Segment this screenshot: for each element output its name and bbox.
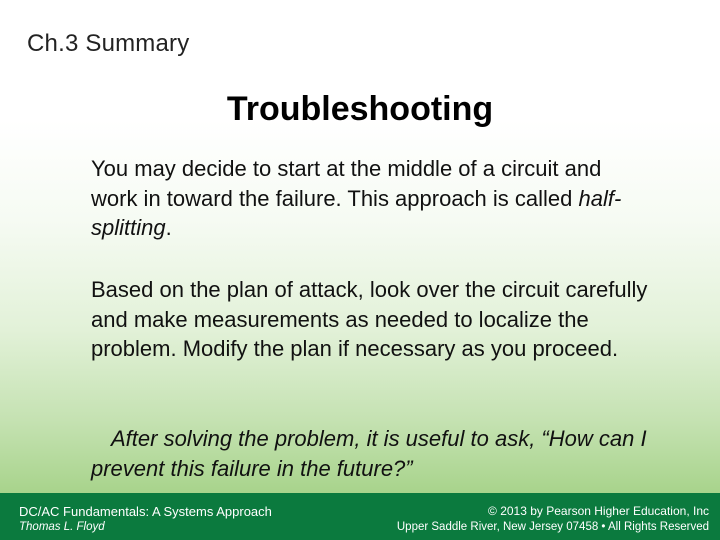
paragraph-prevention-question: After solving the problem, it is useful to ask, “How can I prevent this failure in the future?” [91,426,647,481]
footer-bar [0,493,720,540]
paragraph-half-splitting [91,154,651,243]
paragraph-text: You may decide to start at the middle of a circuit and work in toward the failure. This approach is called [91,156,602,211]
footer-address: Upper Saddle River, New Jersey 07458 • All Rights Reserved [396,521,709,533]
chapter-label: Ch.3 Summary [27,30,190,57]
footer-author: Thomas L. Floyd [19,521,105,533]
slide-title: Troubleshooting [226,90,494,128]
footer-copyright: © 2013 by Pearson Higher Education, Inc [488,504,709,518]
paragraph-period: . [165,215,172,240]
paragraph-plan-of-attack: Based on the plan of attack, look over the circuit carefully and make measurements as needed to localize the problem. Modify the plan if necessary as you proceed. [91,277,648,361]
footer-book-title: DC/AC Fundamentals: A Systems Approach [19,504,272,519]
half-splitting-term: half-splitting [91,185,622,240]
